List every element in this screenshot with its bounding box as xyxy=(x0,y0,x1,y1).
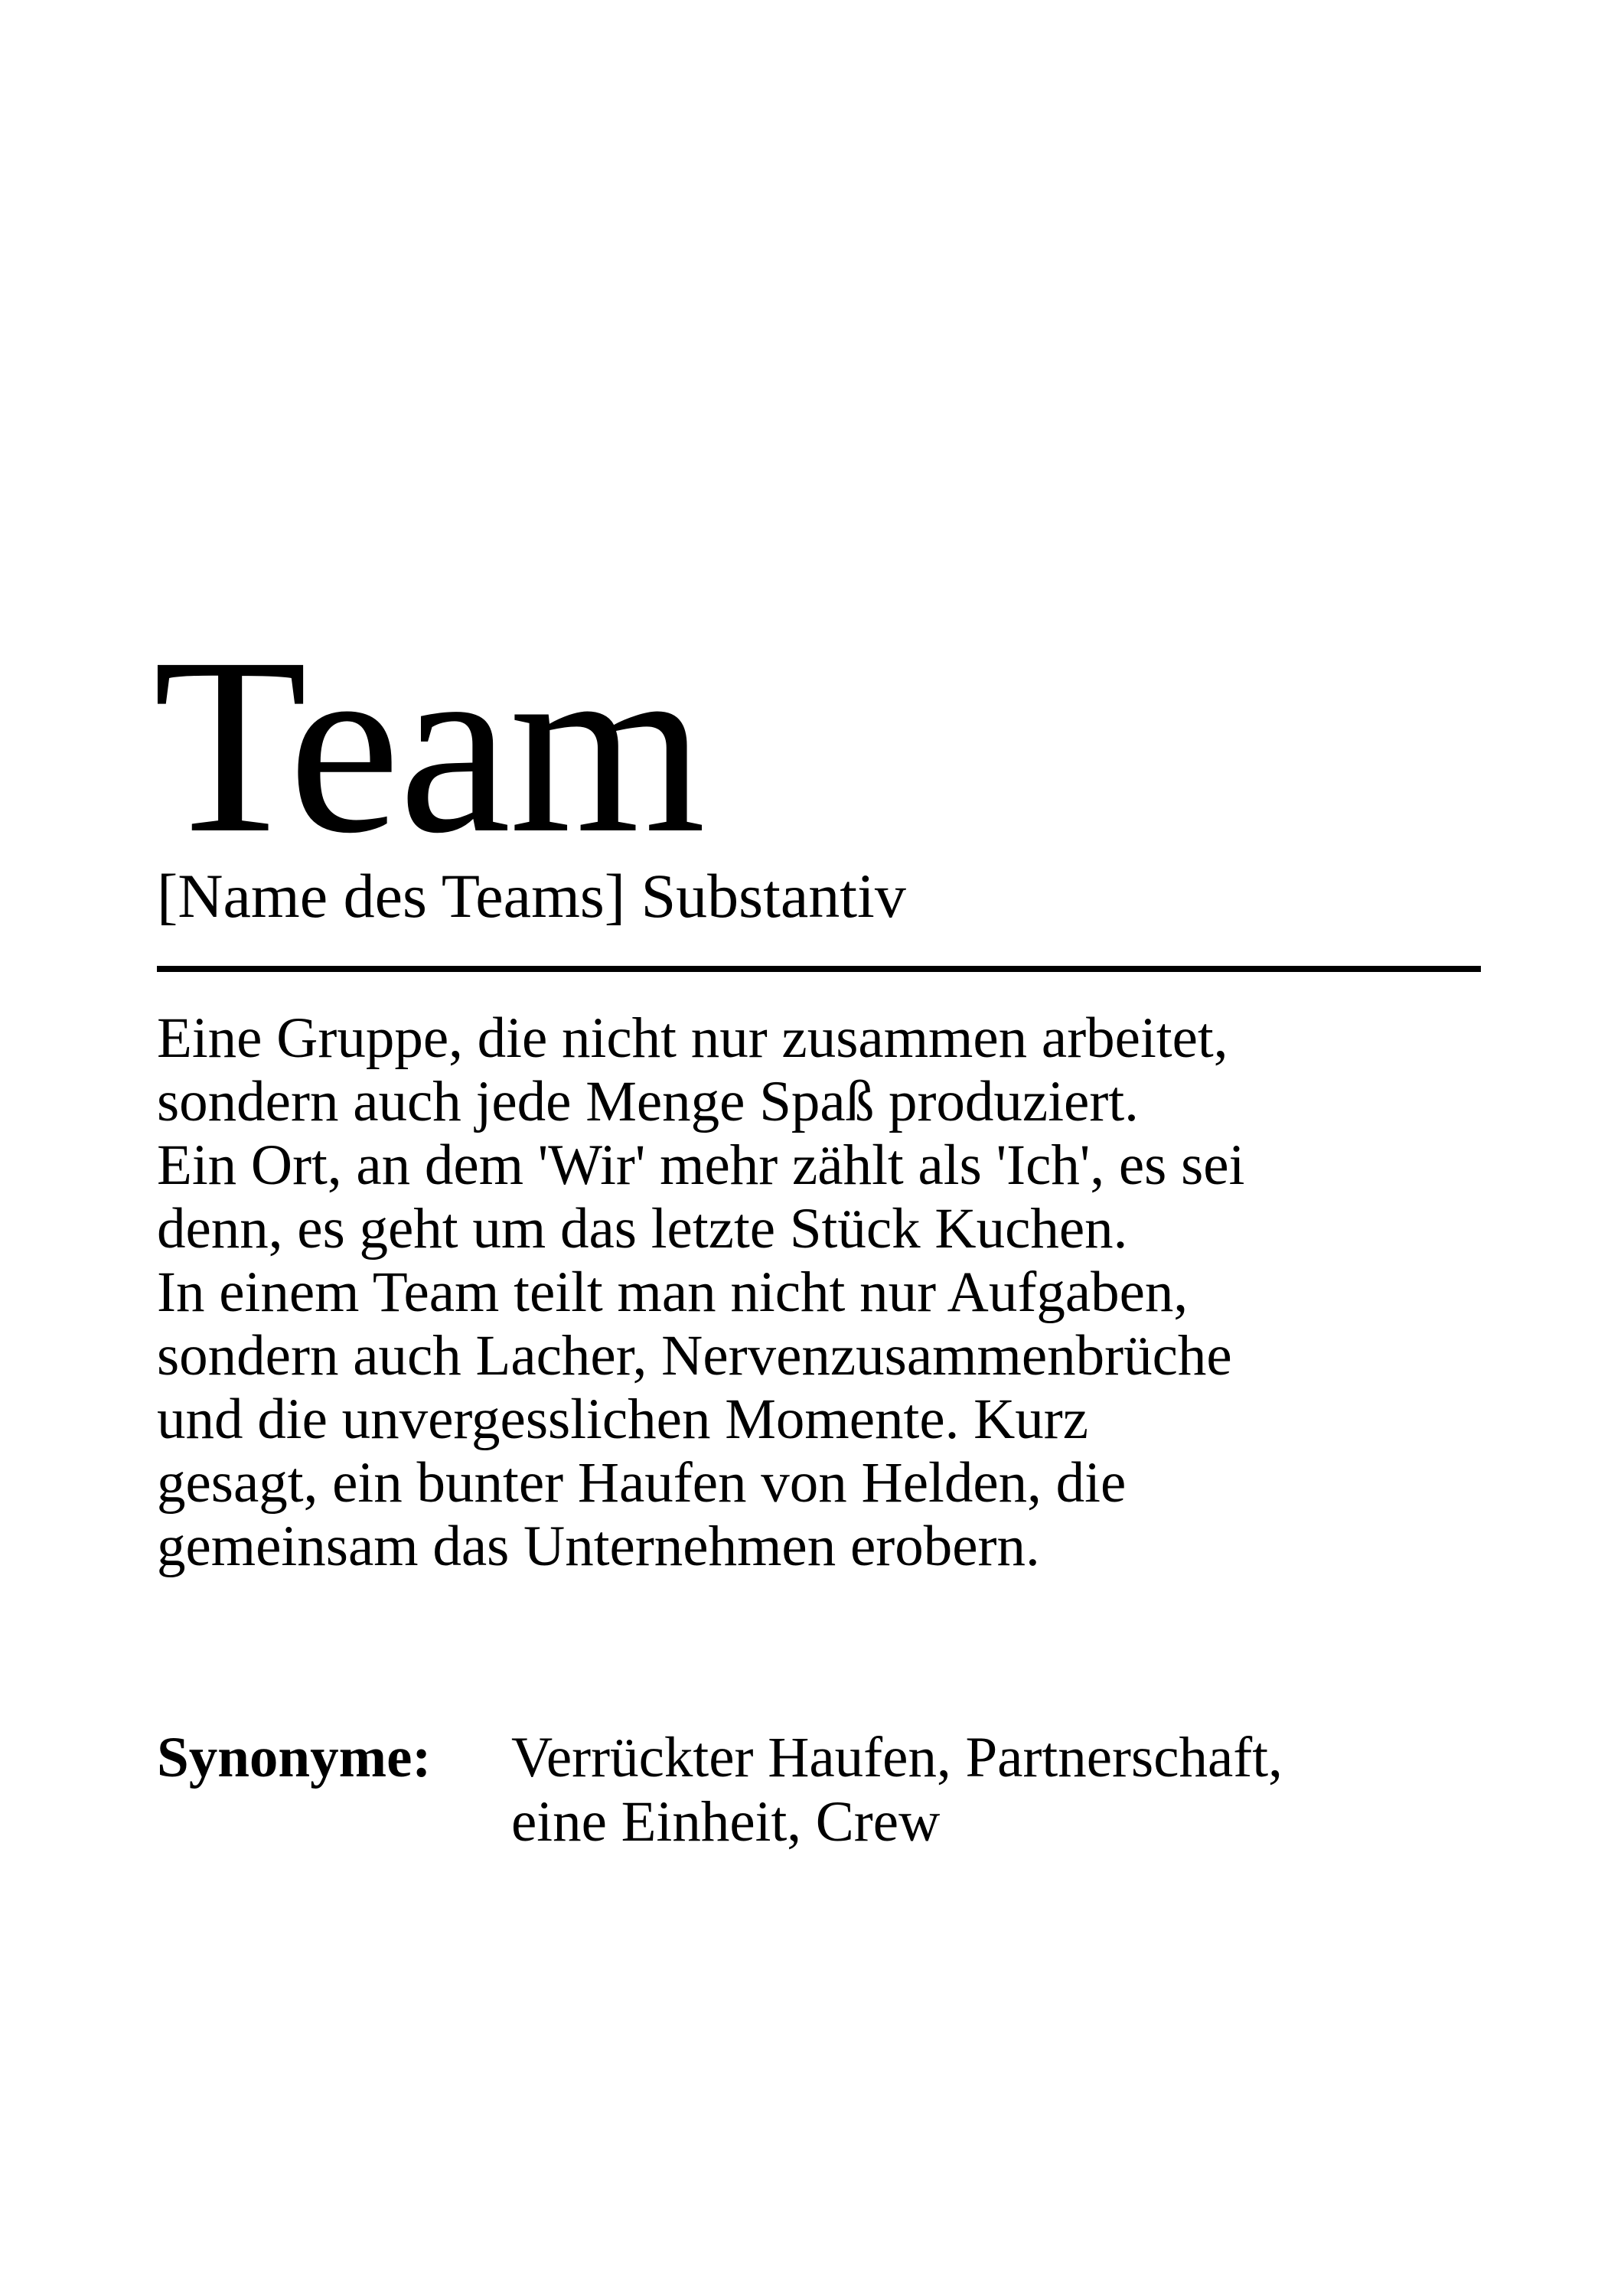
synonyms-label: Synonyme: xyxy=(157,1726,432,1789)
definition-line: sondern auch jede Menge Spaß produziert. xyxy=(157,1070,1139,1133)
definition-line: gemeinsam das Unternehmen erobern. xyxy=(157,1515,1040,1578)
word-subline: [Name des Teams] Substantiv xyxy=(157,861,906,931)
synonyms-line: eine Einheit, Crew xyxy=(511,1790,941,1854)
definition-line: sondern auch Lacher, Nervenzusammenbrüche xyxy=(157,1324,1232,1388)
definition-line: Ein Ort, an dem 'Wir' mehr zählt als 'Ich', es sei xyxy=(157,1133,1245,1197)
definition-text xyxy=(157,1006,1489,1578)
definition-line: gesagt, ein bunter Haufen von Helden, die xyxy=(157,1451,1127,1515)
definition-line: denn, es geht um das letzte Stück Kuchen. xyxy=(157,1197,1128,1261)
headword: Team xyxy=(153,606,705,885)
definition-line: und die unvergesslichen Momente. Kurz xyxy=(157,1388,1089,1451)
synonyms-line: Verrückter Haufen, Partnerschaft, xyxy=(511,1726,1283,1789)
definition-line: Eine Gruppe, die nicht nur zusammen arbeitet, xyxy=(157,1006,1228,1070)
divider-rule xyxy=(157,966,1481,972)
synonyms-values xyxy=(511,1726,1506,1854)
definition-line: In einem Team teilt man nicht nur Aufgaben, xyxy=(157,1261,1189,1324)
